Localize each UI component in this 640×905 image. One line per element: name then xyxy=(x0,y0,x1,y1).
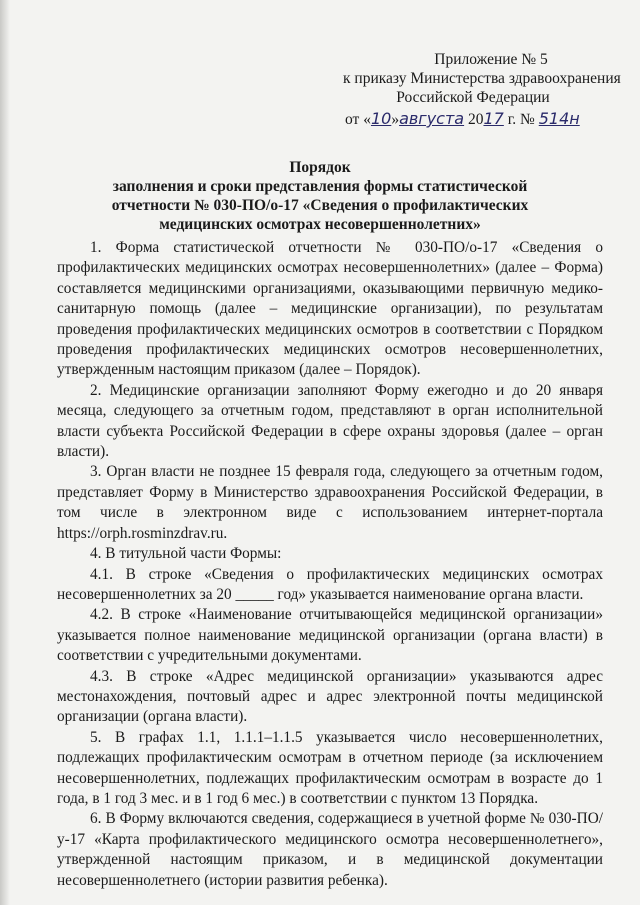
appendix-title: Приложение № 5 xyxy=(434,51,548,68)
date-day: 10 xyxy=(370,109,392,128)
document-body xyxy=(57,238,603,891)
title-line-2: заполнения и сроки представления формы статистической xyxy=(112,178,528,195)
paragraph-5: 5. В графах 1.1, 1.1.1–1.1.5 указывается число несовершеннолетних, подлежащих профилактическим осмотрам в отчетном периоде (за исключением несовершеннолетних, подлежащих профилактическим осмотрам в возрасте до 1 года, в 1 год 3 мес. и в 1 год 6 мес.) в соответствии с пунктом 13 Порядка. xyxy=(57,728,603,807)
appendix-line-2: Российской Федерации xyxy=(396,89,550,106)
title-line-1: Порядок xyxy=(289,159,351,176)
date-sep: » xyxy=(391,111,400,128)
appendix-line-1: к приказу Министерства здравоохранения xyxy=(343,70,621,87)
title-line-4: медицинских осмотрах несовершеннолетних» xyxy=(159,216,481,233)
paragraph-6: 6. В Форму включаются сведения, содержащиеся в учетной форме № 030-ПО/у-17 «Карта профилактического медицинского осмотра несовершеннолетнего», утвержденной настоящим приказом, и в медицинской документации несовершеннолетнего (истории развития ребенка). xyxy=(57,810,603,889)
date-year-word: г. № xyxy=(507,111,535,128)
paragraph-4-1: 4.1. В строке «Сведения о профилактических медицинских осмотрах несовершеннолетних за 20 _____ год» указывается наименование органа власти. xyxy=(57,565,603,603)
paragraph-4-2: 4.2. В строке «Наименование отчитывающейся медицинской организации» указывается полное наименование медицинской организации (органа власти) в соответствии с учредительными документами. xyxy=(57,606,603,665)
title-line-3: отчетности № 030-ПО/о-17 «Сведения о профилактических xyxy=(111,197,529,214)
date-year-prefix: 20 xyxy=(467,111,484,128)
order-date-line xyxy=(345,109,615,129)
scan-edge xyxy=(0,0,10,905)
paragraph-4-3: 4.3. В строке «Адрес медицинской организации» указываются адрес местонахождения, почтовый адрес и адрес электронной почты медицинской организации (органа власти). xyxy=(57,667,603,726)
document-title xyxy=(110,158,530,234)
order-number: 514н xyxy=(538,109,580,128)
appendix-header xyxy=(343,50,621,107)
paragraph-3: 3. Орган власти не позднее 15 февраля года, следующего за отчетным годом, представляет Форму в Министерство здравоохранения Российской Федерации, в том числе в электронном виде с использованием интернет-портала https://orph.rosminzdrav.ru. xyxy=(57,463,603,542)
date-month: августа xyxy=(399,109,465,128)
paragraph-4: 4. В титульной части Формы: xyxy=(90,545,282,563)
date-prefix: от « xyxy=(345,111,371,128)
date-year-suffix: 17 xyxy=(483,109,504,128)
paragraph-1: 1. Форма статистической отчетности № 030-ПО/о-17 «Сведения о профилактических медицинских осмотрах несовершеннолетних» (далее – Форма) составляется медицинскими организациями, оказывающими первичную медико-санитарную помощь (далее – медицинские организации), по результатам проведения профилактических медицинских осмотров в соответствии с Порядком проведения профилактических медицинских осмотров несовершеннолетних, утвержденным настоящим приказом (далее – Порядок). xyxy=(57,239,603,379)
paragraph-2: 2. Медицинские организации заполняют Форму ежегодно и до 20 января месяца, следующего за отчетным годом, представляют в орган исполнительной власти субъекта Российской Федерации в сфере охраны здоровья (далее – орган власти). xyxy=(57,381,603,461)
